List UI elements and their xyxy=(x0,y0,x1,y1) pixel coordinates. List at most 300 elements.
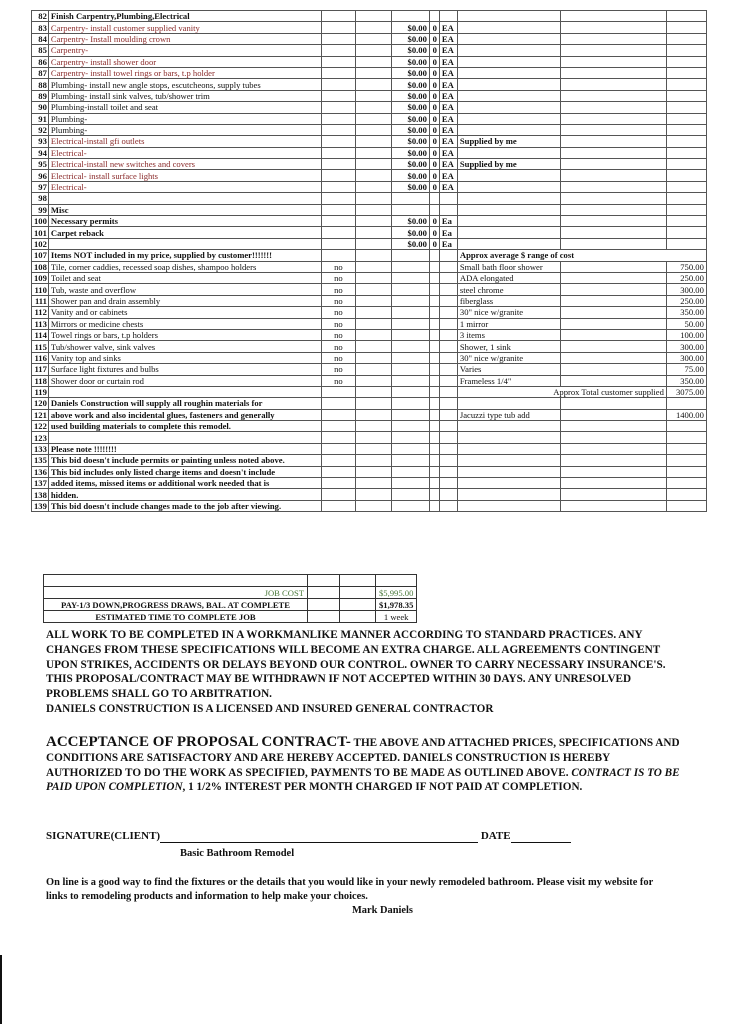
unit-cost: $0.00 xyxy=(391,45,429,56)
blank-cell xyxy=(560,56,666,67)
job-cost-label: JOB COST xyxy=(44,587,308,599)
unit-cost: $0.00 xyxy=(391,238,429,249)
unit-cost xyxy=(391,375,429,386)
blank-cell xyxy=(355,466,391,477)
blank-cell xyxy=(560,466,666,477)
unit xyxy=(439,375,457,386)
quantity: 0 xyxy=(429,136,439,147)
quantity xyxy=(429,455,439,466)
row-number: 95 xyxy=(32,159,49,170)
item-description: Carpentry- install customer supplied vanity xyxy=(48,22,321,33)
unit-cost xyxy=(391,352,429,363)
quantity xyxy=(429,329,439,340)
customer-cost xyxy=(666,421,706,432)
unit-cost xyxy=(391,204,429,215)
acceptance-heading: ACCEPTANCE OF PROPOSAL CONTRACT- xyxy=(46,734,351,750)
row-number: 136 xyxy=(32,466,49,477)
blank-cell xyxy=(355,261,391,272)
blank-cell xyxy=(560,307,666,318)
table-row xyxy=(32,193,707,204)
blank-cell xyxy=(355,329,391,340)
note-cell xyxy=(457,227,560,238)
row-number: 90 xyxy=(32,102,49,113)
row-number: 86 xyxy=(32,56,49,67)
included-flag xyxy=(321,45,355,56)
row-number: 91 xyxy=(32,113,49,124)
blank-cell xyxy=(355,90,391,101)
note-cell xyxy=(457,22,560,33)
row-number: 137 xyxy=(32,478,49,489)
table-row xyxy=(32,22,707,33)
blank-cell xyxy=(355,272,391,283)
unit-cost xyxy=(391,261,429,272)
unit xyxy=(439,341,457,352)
unit-cost xyxy=(391,284,429,295)
item-description: Electrical-install new switches and covers xyxy=(48,159,321,170)
blank-cell xyxy=(355,136,391,147)
table-row xyxy=(32,466,707,477)
blank-cell xyxy=(355,307,391,318)
item-description: Plumbing- install new angle stops, escutcheons, supply tubes xyxy=(48,79,321,90)
quantity xyxy=(429,478,439,489)
row-number: 117 xyxy=(32,364,49,375)
note-cell xyxy=(457,216,560,227)
table-row xyxy=(32,204,707,215)
customer-cost xyxy=(666,102,706,113)
row-number: 102 xyxy=(32,238,49,249)
table-row xyxy=(32,478,707,489)
unit-cost xyxy=(391,432,429,443)
item-description: Toilet and seat xyxy=(48,272,321,283)
unit-cost xyxy=(391,500,429,511)
row-number: 109 xyxy=(32,272,49,283)
unit xyxy=(439,329,457,340)
included-flag xyxy=(321,33,355,44)
author-name: Mark Daniels xyxy=(352,905,413,916)
note-cell xyxy=(457,478,560,489)
item-description: Vanity top and sinks xyxy=(48,352,321,363)
unit: EA xyxy=(439,67,457,78)
blank-cell xyxy=(355,284,391,295)
customer-cost: 300.00 xyxy=(666,352,706,363)
note-cell: steel chrome xyxy=(457,284,560,295)
row-number: 139 xyxy=(32,500,49,511)
note-cell xyxy=(457,500,560,511)
included-flag: no xyxy=(321,352,355,363)
table-row xyxy=(32,159,707,170)
included-flag xyxy=(321,67,355,78)
customer-cost: 250.00 xyxy=(666,272,706,283)
included-flag xyxy=(321,398,355,409)
unit: EA xyxy=(439,22,457,33)
unit xyxy=(439,318,457,329)
item-description: Towel rings or bars, t.p holders xyxy=(48,329,321,340)
included-flag: no xyxy=(321,284,355,295)
table-row xyxy=(32,227,707,238)
item-description: Electrical- xyxy=(48,181,321,192)
table-row xyxy=(32,250,707,261)
quantity: 0 xyxy=(429,67,439,78)
included-flag xyxy=(321,409,355,420)
project-name: Basic Bathroom Remodel xyxy=(180,848,295,859)
table-row xyxy=(32,90,707,101)
customer-cost xyxy=(666,22,706,33)
blank-cell xyxy=(355,500,391,511)
table-row xyxy=(32,352,707,363)
included-flag xyxy=(321,22,355,33)
unit xyxy=(439,352,457,363)
note-cell xyxy=(457,421,560,432)
row-number: 100 xyxy=(32,216,49,227)
unit-cost xyxy=(391,272,429,283)
row-number: 108 xyxy=(32,261,49,272)
customer-cost xyxy=(666,33,706,44)
item-description: Necessary permits xyxy=(48,216,321,227)
customer-cost xyxy=(666,227,706,238)
unit: Ea xyxy=(439,216,457,227)
item-description: added items, missed items or additional work needed that is xyxy=(48,478,321,489)
row-number: 114 xyxy=(32,329,49,340)
acceptance-block xyxy=(46,735,686,795)
blank-cell xyxy=(560,67,666,78)
note-cell xyxy=(457,79,560,90)
item-description: Electrical- install surface lights xyxy=(48,170,321,181)
row-number: 93 xyxy=(32,136,49,147)
included-flag xyxy=(321,136,355,147)
unit: EA xyxy=(439,45,457,56)
row-number: 99 xyxy=(32,204,49,215)
included-flag xyxy=(321,79,355,90)
time-label: ESTIMATED TIME TO COMPLETE JOB xyxy=(44,611,308,623)
customer-cost: 300.00 xyxy=(666,284,706,295)
table-row xyxy=(32,318,707,329)
included-flag: no xyxy=(321,318,355,329)
row-number: 119 xyxy=(32,386,49,397)
date-field[interactable] xyxy=(511,830,571,843)
row-number: 120 xyxy=(32,398,49,409)
blank-cell xyxy=(355,238,391,249)
blank-cell xyxy=(560,432,666,443)
blank-cell xyxy=(560,261,666,272)
quantity: 0 xyxy=(429,147,439,158)
row-number: 101 xyxy=(32,227,49,238)
quantity: 0 xyxy=(429,113,439,124)
blank-cell xyxy=(560,421,666,432)
unit-cost: $0.00 xyxy=(391,113,429,124)
blank-cell xyxy=(560,113,666,124)
row-number: 98 xyxy=(32,193,49,204)
note-cell: Varies xyxy=(457,364,560,375)
unit-cost xyxy=(391,307,429,318)
note-cell: Jacuzzi type tub add xyxy=(457,409,560,420)
blank-cell xyxy=(355,216,391,227)
unit-cost: $0.00 xyxy=(391,79,429,90)
unit-cost: $0.00 xyxy=(391,124,429,135)
quantity xyxy=(429,375,439,386)
blank-cell xyxy=(355,375,391,386)
customer-cost xyxy=(666,238,706,249)
blank-cell xyxy=(355,56,391,67)
item-description: Plumbing- xyxy=(48,124,321,135)
unit xyxy=(439,478,457,489)
blank-cell xyxy=(355,170,391,181)
customer-cost xyxy=(666,466,706,477)
unit-cost xyxy=(391,478,429,489)
included-flag xyxy=(321,181,355,192)
unit-cost xyxy=(391,455,429,466)
job-cost-value: $5,995.00 xyxy=(376,587,417,599)
quantity xyxy=(429,466,439,477)
blank-cell xyxy=(560,295,666,306)
blank-cell xyxy=(560,216,666,227)
table-row xyxy=(32,421,707,432)
note-cell xyxy=(457,466,560,477)
note-cell xyxy=(457,432,560,443)
quantity xyxy=(429,307,439,318)
included-flag xyxy=(321,478,355,489)
row-number: 88 xyxy=(32,79,49,90)
unit: EA xyxy=(439,56,457,67)
client-signature-field[interactable] xyxy=(160,830,478,843)
blank-cell xyxy=(355,386,391,397)
customer-cost: 50.00 xyxy=(666,318,706,329)
unit-cost xyxy=(391,11,429,22)
customer-cost: 3075.00 xyxy=(666,386,706,397)
row-number: 96 xyxy=(32,170,49,181)
row-number: 116 xyxy=(32,352,49,363)
blank-cell xyxy=(355,295,391,306)
unit: EA xyxy=(439,159,457,170)
unit: EA xyxy=(439,113,457,124)
quantity xyxy=(429,500,439,511)
blank-cell xyxy=(355,352,391,363)
pay-amount-value: $1,978.35 xyxy=(376,599,417,611)
item-description: Items NOT included in my price, supplied by customer!!!!!!! xyxy=(48,250,321,261)
table-row xyxy=(32,455,707,466)
note-cell xyxy=(457,489,560,500)
unit: EA xyxy=(439,79,457,90)
scan-edge-mark xyxy=(0,955,2,1024)
table-row xyxy=(32,432,707,443)
included-flag: no xyxy=(321,295,355,306)
blank-cell xyxy=(355,33,391,44)
unit-cost xyxy=(391,193,429,204)
note-cell xyxy=(457,102,560,113)
unit-cost: $0.00 xyxy=(391,216,429,227)
row-number: 97 xyxy=(32,181,49,192)
estimate-grid xyxy=(31,10,707,512)
blank-cell xyxy=(560,364,666,375)
note-cell xyxy=(457,170,560,181)
blank-cell xyxy=(560,272,666,283)
included-flag: no xyxy=(321,329,355,340)
item-description: Finish Carpentry,Plumbing,Electrical xyxy=(48,11,321,22)
unit-cost xyxy=(391,318,429,329)
item-description: above work and also incidental glues, fasteners and generally xyxy=(48,409,321,420)
unit: Ea xyxy=(439,227,457,238)
included-flag xyxy=(321,124,355,135)
table-row xyxy=(32,375,707,386)
item-description: Carpet reback xyxy=(48,227,321,238)
included-flag: no xyxy=(321,272,355,283)
unit-cost: $0.00 xyxy=(391,56,429,67)
customer-cost: 350.00 xyxy=(666,307,706,318)
customer-cost xyxy=(666,79,706,90)
unit-cost xyxy=(391,295,429,306)
blank-cell xyxy=(560,136,666,147)
table-row xyxy=(32,386,707,397)
quantity xyxy=(429,386,439,397)
blank-cell xyxy=(560,318,666,329)
blank-cell xyxy=(355,45,391,56)
acceptance-body-italic: CONTRACT IS TO BE PAID UPON COMPLETION xyxy=(46,766,680,794)
quantity: 0 xyxy=(429,216,439,227)
item-description: Electrical- xyxy=(48,147,321,158)
customer-cost: 100.00 xyxy=(666,329,706,340)
row-number: 118 xyxy=(32,375,49,386)
row-number: 82 xyxy=(32,11,49,22)
quantity: 0 xyxy=(429,170,439,181)
online-note: On line is a good way to find the fixtures or the details that you would like in your newly remodeled bathroom. Please visit my website for links to remodeling products and information to help make your choices. xyxy=(46,877,653,902)
quantity xyxy=(429,204,439,215)
unit-cost: $0.00 xyxy=(391,136,429,147)
customer-cost xyxy=(666,193,706,204)
unit-cost xyxy=(391,466,429,477)
unit-cost xyxy=(391,443,429,454)
customer-cost xyxy=(666,216,706,227)
item-description: This bid doesn't include permits or painting unless noted above. xyxy=(48,455,321,466)
blank-cell xyxy=(355,124,391,135)
customer-cost xyxy=(666,478,706,489)
blank-cell xyxy=(560,79,666,90)
quantity: 0 xyxy=(429,56,439,67)
included-flag xyxy=(321,56,355,67)
row-number: 115 xyxy=(32,341,49,352)
included-flag: no xyxy=(321,307,355,318)
customer-cost xyxy=(666,56,706,67)
table-row xyxy=(32,272,707,283)
table-row xyxy=(32,11,707,22)
included-flag xyxy=(321,489,355,500)
unit xyxy=(439,204,457,215)
note-cell xyxy=(457,33,560,44)
note-cell xyxy=(457,56,560,67)
customer-cost: 250.00 xyxy=(666,295,706,306)
note-cell xyxy=(457,455,560,466)
blank-cell xyxy=(560,500,666,511)
customer-cost: 350.00 xyxy=(666,375,706,386)
unit: EA xyxy=(439,33,457,44)
note-cell xyxy=(457,238,560,249)
row-number: 113 xyxy=(32,318,49,329)
included-flag xyxy=(321,466,355,477)
blank-cell xyxy=(560,329,666,340)
blank-cell xyxy=(560,409,666,420)
row-number: 84 xyxy=(32,33,49,44)
item-description: Please note !!!!!!!! xyxy=(48,443,321,454)
blank-cell xyxy=(355,250,391,261)
customer-cost: 750.00 xyxy=(666,261,706,272)
unit-cost: $0.00 xyxy=(391,170,429,181)
unit xyxy=(439,489,457,500)
table-row xyxy=(32,443,707,454)
included-flag xyxy=(321,455,355,466)
table-row xyxy=(32,147,707,158)
unit-cost: $0.00 xyxy=(391,159,429,170)
unit xyxy=(439,455,457,466)
acceptance-body-2: , 1 1/2% INTEREST PER MONTH CHARGED IF NOT PAID AT COMPLETION. xyxy=(182,781,583,794)
table-row xyxy=(32,307,707,318)
note-cell xyxy=(457,45,560,56)
quantity xyxy=(429,261,439,272)
item-description: Plumbing- xyxy=(48,113,321,124)
row-number: 87 xyxy=(32,67,49,78)
unit xyxy=(439,500,457,511)
customer-cost xyxy=(666,500,706,511)
blank-cell xyxy=(560,478,666,489)
note-cell: Supplied by me xyxy=(457,159,560,170)
quantity xyxy=(429,432,439,443)
blank-cell xyxy=(560,102,666,113)
unit: EA xyxy=(439,170,457,181)
table-row xyxy=(32,284,707,295)
blank-cell xyxy=(355,181,391,192)
note-cell: Supplied by me xyxy=(457,136,560,147)
table-row xyxy=(32,295,707,306)
unit xyxy=(439,193,457,204)
blank-cell xyxy=(355,443,391,454)
customer-cost xyxy=(666,113,706,124)
blank-cell xyxy=(355,22,391,33)
blank-cell xyxy=(355,147,391,158)
summary-row-pay xyxy=(44,599,417,611)
row-number: 94 xyxy=(32,147,49,158)
note-cell xyxy=(457,181,560,192)
blank-cell xyxy=(355,489,391,500)
online-note-block xyxy=(46,876,676,918)
included-flag xyxy=(321,443,355,454)
included-flag xyxy=(321,421,355,432)
item-description: Tile, corner caddies, recessed soap dishes, shampoo holders xyxy=(48,261,321,272)
included-flag xyxy=(321,90,355,101)
unit-cost xyxy=(391,364,429,375)
included-flag xyxy=(321,216,355,227)
blank-cell xyxy=(355,113,391,124)
customer-cost xyxy=(666,124,706,135)
blank-cell xyxy=(560,284,666,295)
table-row xyxy=(32,113,707,124)
unit-cost: $0.00 xyxy=(391,102,429,113)
table-row xyxy=(32,79,707,90)
included-flag xyxy=(321,159,355,170)
customer-cost xyxy=(666,398,706,409)
unit: EA xyxy=(439,147,457,158)
unit xyxy=(439,295,457,306)
unit xyxy=(439,409,457,420)
table-row xyxy=(32,216,707,227)
pay-terms-label: PAY-1/3 DOWN,PROGRESS DRAWS, BAL. AT COMPLETE xyxy=(44,599,308,611)
included-flag xyxy=(321,102,355,113)
blank-cell xyxy=(355,227,391,238)
summary-table xyxy=(43,574,417,623)
blank-cell xyxy=(560,238,666,249)
note-cell xyxy=(457,67,560,78)
customer-cost: 1400.00 xyxy=(666,409,706,420)
unit xyxy=(439,398,457,409)
unit-cost: $0.00 xyxy=(391,22,429,33)
included-flag xyxy=(321,238,355,249)
item-description: Plumbing- install sink valves, tub/shower trim xyxy=(48,90,321,101)
